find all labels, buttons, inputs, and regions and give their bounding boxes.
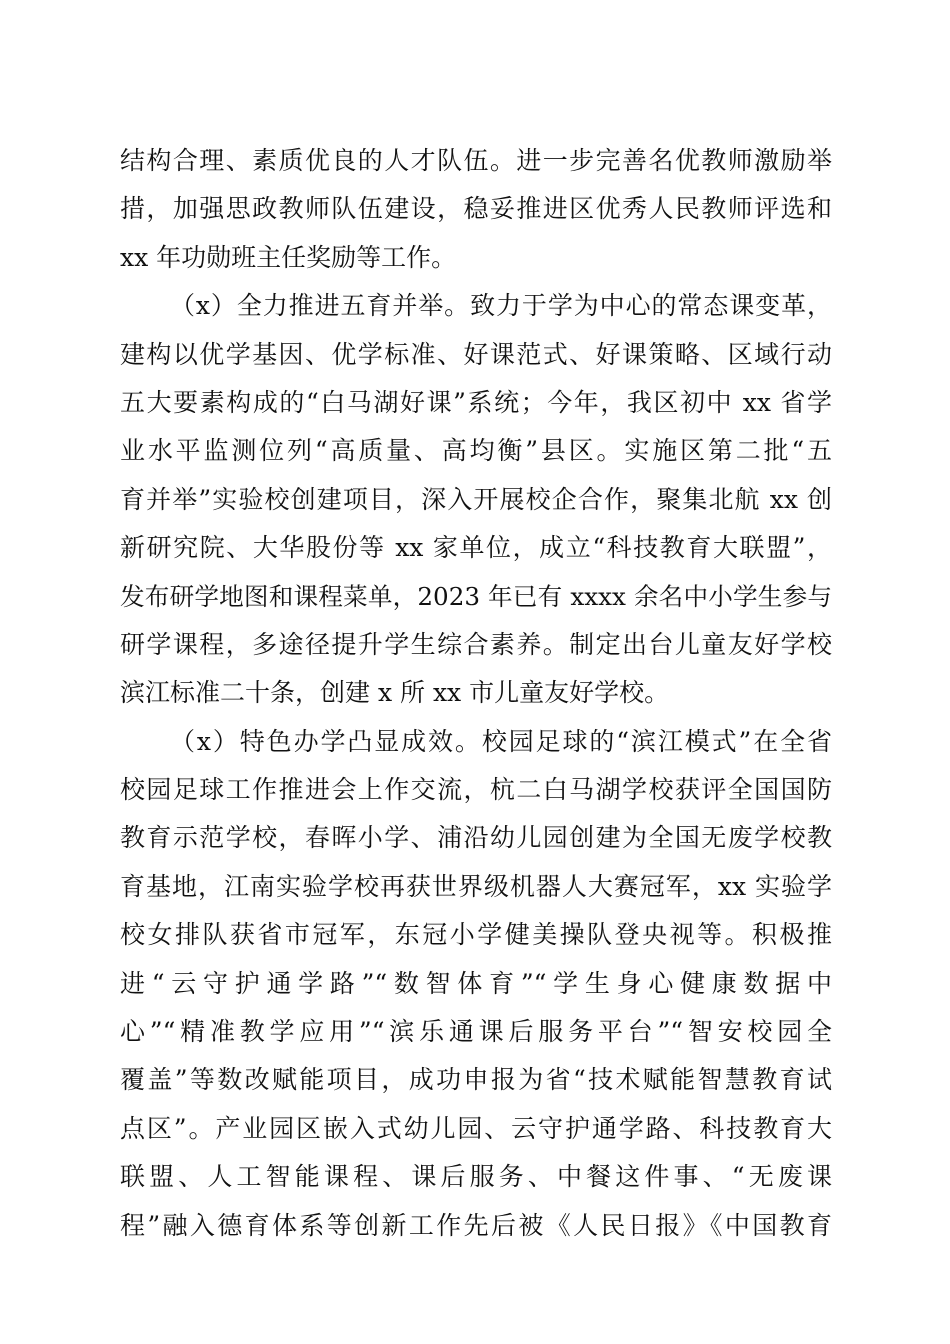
paragraph-line-11: 研学课程，多途径提升学生综合素养。制定出台儿童友好学校 — [120, 629, 832, 659]
paragraph-line-6: 五大要素构成的“白马湖好课”系统；今年，我区初中 xx 省学 — [120, 387, 832, 417]
paragraph-line-2: 措，加强思政教师队伍建设，稳妥推进区优秀人民教师评选和 — [120, 194, 832, 224]
paragraph-line-16: 育基地，江南实验学校再获世界级机器人大赛冠军，xx 实验学 — [120, 871, 832, 901]
paragraph-line-7: 业水平监测位列“高质量、高均衡”县区。实施区第二批“五 — [120, 436, 832, 466]
paragraph-line-12: 滨江标准二十条，创建 x 所 xx 市儿童友好学校。 — [120, 678, 670, 708]
paragraph-line-20: 覆盖”等数改赋能项目，成功申报为省“技术赋能智慧教育试 — [120, 1065, 832, 1095]
paragraph-line-3: xx 年功勋班主任奖励等工作。 — [120, 242, 457, 272]
paragraph-line-4: （x）全力推进五育并举。致力于学为中心的常态课变革， — [170, 291, 832, 321]
paragraph-line-10: 发布研学地图和课程菜单，2023 年已有 xxxx 余名中小学生参与 — [120, 581, 832, 611]
paragraph-line-15: 教育示范学校，春晖小学、浦沿幼儿园创建为全国无废学校教 — [120, 823, 832, 853]
paragraph-line-19: 心”“精准教学应用”“滨乐通课后服务平台”“智安校园全 — [120, 1017, 832, 1047]
paragraph-line-5: 建构以优学基因、优学标准、好课范式、好课策略、区域行动 — [120, 339, 832, 369]
paragraph-line-8: 育并举”实验校创建项目，深入开展校企合作，聚集北航 xx 创 — [120, 484, 832, 514]
paragraph-line-18: 进“云守护通学路”“数智体育”“学生身心健康数据中 — [120, 968, 832, 998]
paragraph-line-23: 程”融入德育体系等创新工作先后被《人民日报》《中国教育 — [120, 1210, 832, 1240]
paragraph-line-9: 新研究院、大华股份等 xx 家单位，成立“科技教育大联盟”， — [120, 533, 832, 563]
document-body — [120, 137, 832, 1250]
paragraph-line-14: 校园足球工作推进会上作交流，杭二白马湖学校获评全国国防 — [120, 775, 832, 805]
paragraph-line-1: 结构合理、素质优良的人才队伍。进一步完善名优教师激励举 — [120, 146, 832, 175]
paragraph-line-21: 点区”。产业园区嵌入式幼儿园、云守护通学路、科技教育大 — [120, 1113, 832, 1143]
paragraph-line-22: 联盟、人工智能课程、课后服务、中餐这件事、“无废课 — [120, 1162, 832, 1192]
paragraph-line-17: 校女排队获省市冠军，东冠小学健美操队登央视等。积极推 — [120, 920, 832, 950]
paragraph-line-13: （x）特色办学凸显成效。校园足球的“滨江模式”在全省 — [170, 726, 832, 756]
